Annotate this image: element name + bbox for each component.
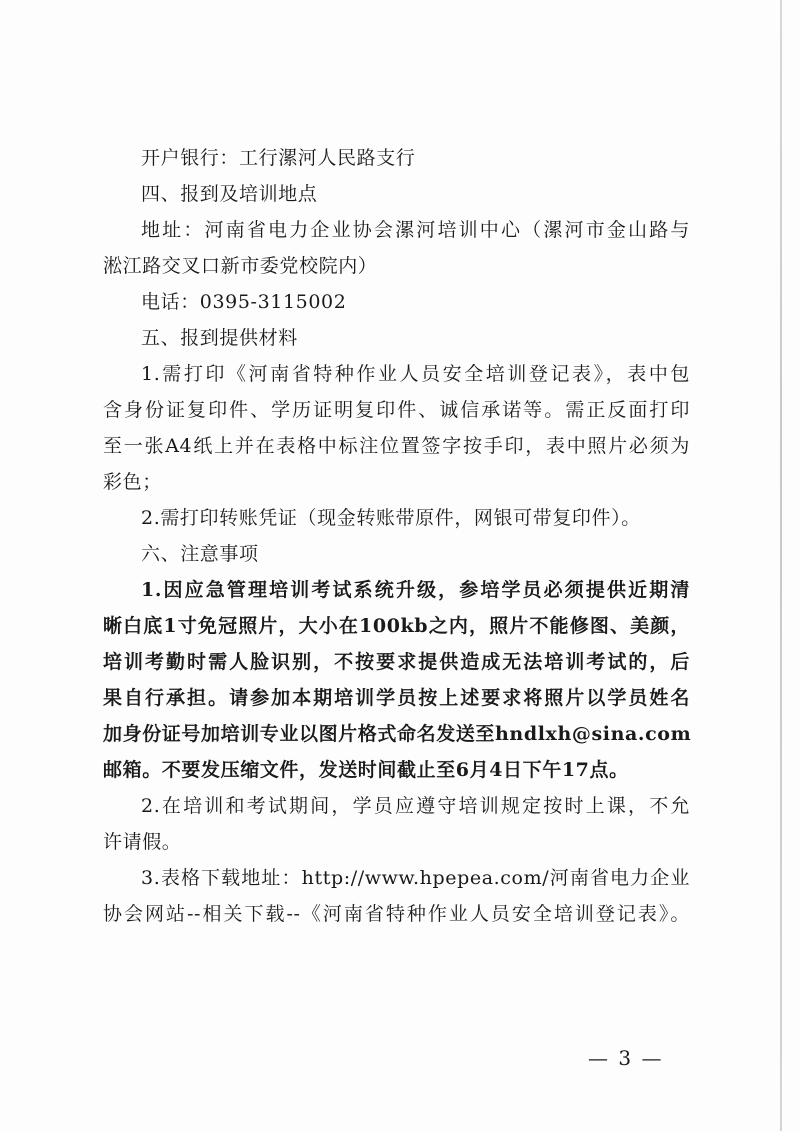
address-line-2: 淞江路交叉口新市委党校院内）: [103, 255, 378, 277]
material-2-line: 2.需打印转账凭证（现金转账带原件，网银可带复印件）。: [141, 507, 641, 529]
note-2-line-2: 许请假。: [103, 831, 182, 853]
material-1-line-4: 彩色；: [103, 471, 162, 493]
material-1-line-3: 至一张A4纸上并在表格中标注位置签字按手印，表中照片必须为: [103, 435, 690, 457]
note-1-line-3: 培训考勤时需人脸识别，不按要求提供造成无法培训考试的，后: [103, 651, 690, 673]
section-heading-6: 六、注意事项: [141, 543, 259, 565]
note-1-line-2: 晰白底1寸免冠照片，大小在100kb之内，照片不能修图、美颜，: [103, 615, 690, 637]
note-1-line-4: 果自行承担。请参加本期培训学员按上述要求将照片以学员姓名: [103, 687, 690, 709]
note-1-line-6: 邮箱。不要发压缩文件，发送时间截止至6月4日下午17点。: [103, 759, 629, 781]
note-1-line-1: 1.因应急管理培训考试系统升级，参培学员必须提供近期清: [141, 579, 690, 601]
page-number: — 3 —: [588, 1046, 664, 1070]
scan-edge: [780, 0, 782, 1131]
note-1-line-5: 加身份证号加培训专业以图片格式命名发送至hndlxh@sina.com: [103, 723, 692, 745]
material-1-line-1: 1.需打印《河南省特种作业人员安全培训登记表》，表中包: [141, 363, 690, 385]
phone-line: 电话：0395-3115002: [141, 291, 347, 313]
section-heading-5: 五、报到提供材料: [141, 327, 298, 349]
section-heading-4: 四、报到及培训地点: [141, 183, 318, 205]
note-3-line-2: 协会网站--相关下载--《河南省特种作业人员安全培训登记表》。: [103, 903, 690, 925]
note-3-line-1: 3.表格下载地址：http://www.hpepea.com/河南省电力企业: [141, 867, 690, 889]
note-2-line-1: 2.在培训和考试期间，学员应遵守培训规定按时上课，不允: [141, 795, 690, 817]
material-1-line-2: 含身份证复印件、学历证明复印件、诚信承诺等。需正反面打印: [103, 399, 690, 421]
address-line-1: 地址：河南省电力企业协会漯河培训中心（漯河市金山路与: [141, 219, 690, 241]
document-body: [103, 140, 690, 932]
bank-line: 开户银行：工行漯河人民路支行: [141, 147, 416, 169]
